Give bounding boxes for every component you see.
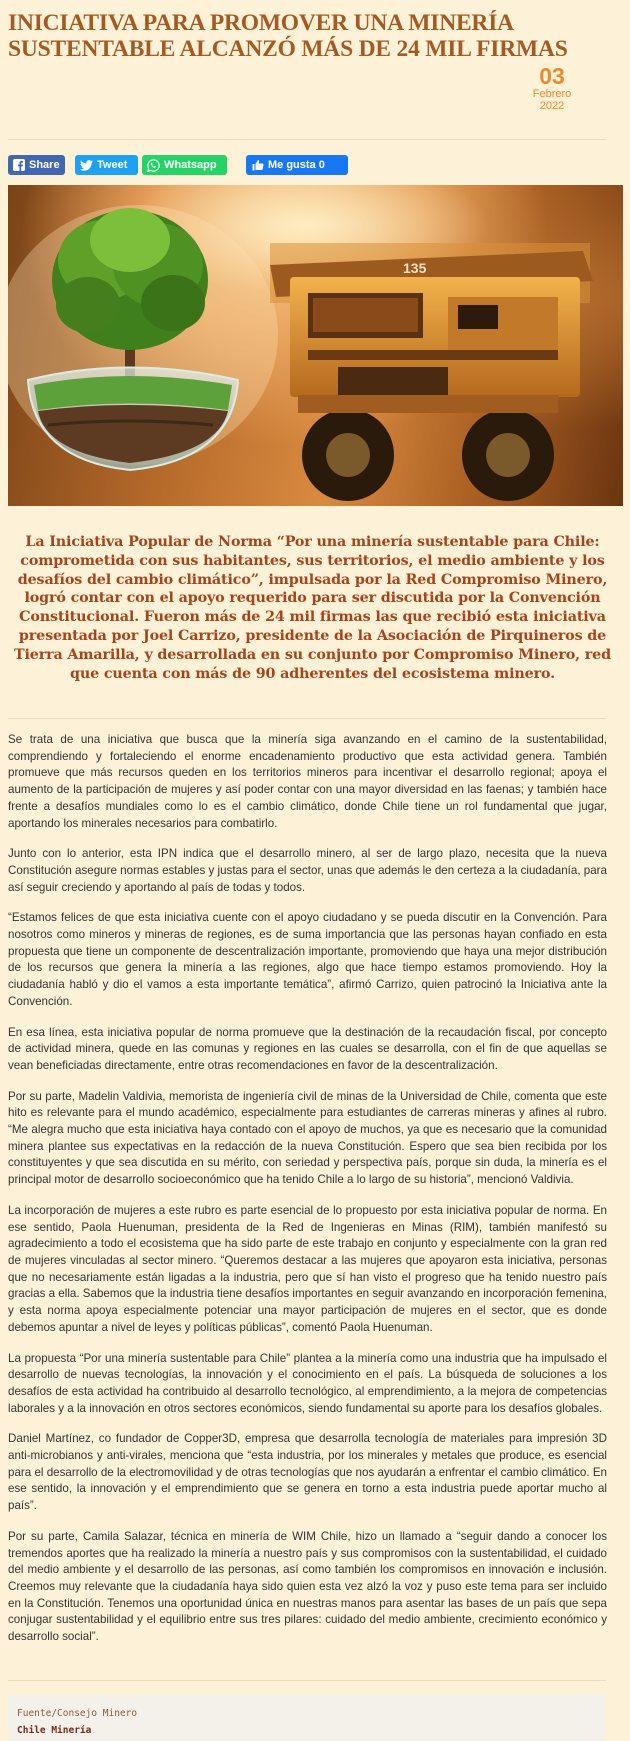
whatsapp-share-label: Whatsapp [164,159,217,171]
body-paragraph: La propuesta “Por una minería sustentable para Chile” plantea a la minería como una industria que ha impulsado el desarrollo de nuevas tecnologías, la innovación y el conocimiento en el país. La búsqueda de soluciones a los desafíos de esta actividad ha contribuido al desarrollo tecnológico, al emprendimiento, a la mejora de competencias laborales y a la innovación en otros sectores económicos, siendo fundamental su aporte para los desafíos globales. [8,1351,607,1415]
date-day: 03 [539,63,565,89]
body-paragraph: Junto con lo anterior, esta IPN indica que el desarrollo minero, al ser de largo plazo, necesita que la nueva Constitución asegure normas estables y justas para el sector, unas que además le den certeza a la ciudadanía, para así seguir creciendo y aportando al país de todas y todos. [8,847,607,894]
whatsapp-icon [147,159,160,172]
facebook-share-label: Share [29,159,60,171]
body-paragraph: La incorporación de mujeres a este rubro es parte esencial de lo propuesto por esta iniciativa popular de norma. En ese sentido, Paola Huenuman, presidenta de la Red de Ingenieras en Minas (RIM), también manifestó su agradecimiento a todo el ecosistema que ha sido parte de este trabajo en conjunto y especialmente con la gran red de mujeres vinculadas al sector minero. “Queremos destacar a las mujeres que apoyaron esta iniciativa, personas que no necesariamente están ligadas a la industria, pero que sí han visto el progreso que ha tenido nuestro país gracias a ella. Sabemos que la industria tiene desafíos importantes en seguir avanzando en incorporación femenina, y esta norma apoya especialmente potenciar una mayor participación de mujeres en el sector, que es donde debemos apuntar a nivel de leyes y políticas públicas”, comentó Paola Huenuman. [8,1203,607,1334]
twitter-tweet-label: Tweet [97,159,128,171]
body-paragraph: “Estamos felices de que esta iniciativa cuente con el apoyo ciudadano y se pueda discutir en la Convención. Para nosotros como mineros y mineras de regiones, es de suma importancia que las personas hayan confiado en esta propuesta que tiene un componente de descentralización importante, promoviendo que haya una mejor distribución de los recursos que genera la minería a las regiones, algo que hace tiempo estamos promoviendo. Hoy la ciudadanía habló y dio el vamos a esta importante temática”, afirmó Carrizo, quien patrocinó la Iniciativa ante la Convención. [8,911,607,1008]
date-year: 2022 [539,100,565,112]
source-label: Fuente/Consejo Minero [17,1708,138,1719]
body-paragraph: Por su parte, Madelin Valdivia, memorista de ingeniería civil de minas de la Universidad de Chile, comenta que este hito es relevante para el mundo académico, especialmente para estudiantes de carreras mineras y afines al rubro. “Me alegra mucho que esta iniciativa haya contado con el apoyo de muchos, ya que es necesario que la comunidad minera plantee sus expectativas en la redacción de la nueva Constitución. Espero que sea bien recibida por los constituyentes y que sea discutida en su mérito, con seriedad y perspectiva país, porque sin duda, la minería es el principal motor de desarrollo socioeconómico que ha tenido Chile a lo largo de su historia”, mencionó Valdivia. [8,1089,607,1187]
facebook-share-button[interactable] [8,155,65,175]
whatsapp-share-button[interactable] [142,155,227,175]
divider [8,139,606,140]
divider [8,1680,606,1681]
date-month: Febrero [532,88,572,100]
body-paragraph: Por su parte, Camila Salazar, técnica en minería de WIM Chile, hizo un llamado a “seguir dando a conocer los tremendos aportes que ha realizado la minería a nuestro país y sus compromisos con la sustentabilidad, el cuidado del medio ambiente y el desarrollo de las personas, así como también los compromisos en innovación e inclusión. Creemos muy relevante que la ciudadanía haya sido quien esta vez alzó la voz y puso este tema para ser incluido en la Constitución. Tenemos una oportunidad única en nuestras manos para asentar las bases de un país que sepa conjugar sustentabilidad y el equilibrio entre sus tres pilares: cuidado del medio ambiente, crecimiento económico y desarrollo social”. [8,1529,607,1644]
divider [8,718,606,719]
source-name: Chile Minería [17,1725,92,1736]
facebook-like-button[interactable] [246,155,348,175]
body-paragraph: En esa línea, esta iniciativa popular de norma promueve que la destinación de la recaudación fiscal, por concepto de actividad minera, quede en las comunas y regiones en las cuales se desarrolla, con el fin de que aquellas se vean beneficiadas directamente, entre otras recomendaciones en favor de la descentralización. [8,1025,607,1072]
truck-number-label: 135 [403,260,427,276]
article-date [522,64,582,112]
body-paragraph: Daniel Martínez, co fundador de Copper3D, empresa que desarrolla tecnología de materiales para impresión 3D anti-microbianos y anti-virales, menciona que “esta industria, por los minerales y metales que produce, es esencial para el desarrollo de la electromovilidad y de otras tecnologías que nos ayudarán a enfrentar el cambio climático. En ese sentido, la innovación y el emprendimiento que se genera en torno a esta industria puede aportar mucho al país”. [8,1432,607,1513]
article-lead: La Iniciativa Popular de Norma “Por una minería sustentable para Chile: comprometida con sus habitantes, sus territorios, el medio ambiente y los desafíos del cambio climático”, impulsada por la Red Compromiso Minero, logró contar con el apoyo requerido para ser discutida por la Convención Constitucional. Fueron más de 24 mil firmas las que recibió esta iniciativa presentada por Joel Carrizo, presidente de la Asociación de Pirquineros de Tierra Amarilla, y desarrollada en su conjunto por Compromiso Minero, red que cuenta con más de 90 adherentes del ecosistema minero. [14,534,611,682]
twitter-tweet-button[interactable] [75,155,138,175]
twitter-bird-icon [80,159,93,172]
article-body [8,732,607,1660]
source-box [8,1695,606,1741]
share-bar [8,155,608,175]
body-paragraph: Se trata de una iniciativa que busca que la minería siga avanzando en el camino de la sustentabilidad, comprendiendo y fortaleciendo el enorme encadenamiento productivo que esta actividad genera. También promueve que más recursos queden en los territorios mineros para incentivar el desarrollo regional; apoya el aumento de la participación de mujeres y así poder contar con una mayor diversidad en las faenas; y también hace frente a desafíos mundiales como lo es el cambio climático, donde Chile tiene un rol fundamental que jugar, aportando los minerales necesarios para combatirlo. [8,733,607,830]
like-count-label: Me gusta 0 [268,159,325,171]
hero-image [8,185,623,506]
facebook-icon [13,159,25,172]
thumbs-up-icon [251,159,264,172]
article-title: INICIATIVA PARA PROMOVER UNA MINERÍA SUSTENTABLE ALCANZÓ MÁS DE 24 MIL FIRMAS [8,10,568,62]
mining-truck-illustration [270,243,593,501]
